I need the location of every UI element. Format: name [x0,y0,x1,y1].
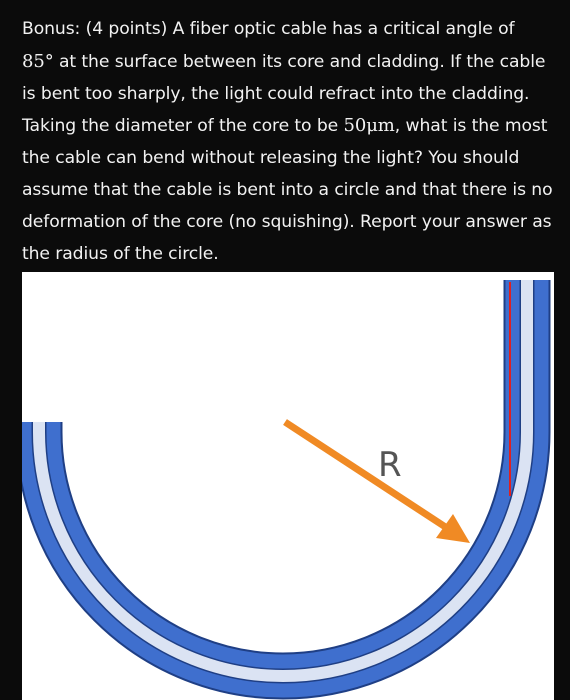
question-panel [0,0,570,280]
fiber-diagram-svg [22,272,554,700]
question-part-1: Bonus: (4 points) A fiber optic cable has a critical angle of [22,19,515,39]
question-part-3: , what is the most the cable can bend without releasing the light? You should assume that the cable is bent into a circle and that there is no deformation of the core (no squishing). Report your answer as the radius of the circle. [22,116,553,264]
question-part-2: at the surface between its core and cladding. If the cable is bent too sharply, the light could refract into the cladding. Taking the diameter of the core to be [22,51,546,137]
radius-label: R [378,445,402,485]
core-outline [39,280,527,676]
question-text [22,14,562,270]
core-diameter-value: 50μm [343,115,395,137]
radius-arrowhead [436,514,470,543]
radius-arrow-shaft [285,422,450,530]
critical-angle-value: 85° [22,50,54,72]
fiber-diagram [22,272,554,700]
